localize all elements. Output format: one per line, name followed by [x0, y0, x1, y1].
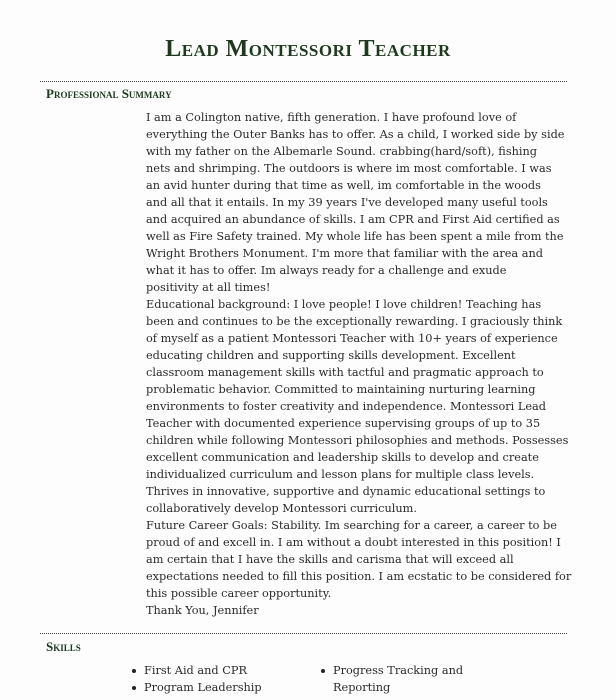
summary-line: and all that it entails. In my 39 years I've developed many useful tools: [146, 196, 548, 209]
skill-item: Progress Tracking and Reporting: [319, 662, 479, 696]
summary-line: Educational background: I love people! I love children! Teaching has: [146, 298, 542, 311]
summary-line: educating children and supporting skills development. Excellent: [146, 349, 516, 362]
summary-line: of myself as a patient Montessori Teacher with 10+ years of experience: [146, 332, 558, 345]
section-divider: [40, 81, 567, 82]
summary-line: proud of and excell in. I am without a doubt interested in this position! I: [146, 536, 561, 549]
summary-line: well as Fire Safety trained. My whole life has been spent a mile from the: [146, 230, 564, 243]
summary-line: been and continues to be the exceptionally rewarding. I graciously think: [146, 315, 563, 328]
skill-item: First Aid and CPR: [130, 662, 310, 679]
summary-line: environments to foster creativity and independence. Montessori Lead: [146, 400, 547, 413]
skill-item: Program Leadership: [130, 679, 310, 696]
summary-line: and acquired an abundance of skills. I am CPR and First Aid certified as: [146, 213, 560, 226]
professional-summary-text: [146, 109, 576, 619]
summary-line: am certain that I have the skills and carisma that will exceed all: [146, 553, 514, 566]
summary-line: with my father on the Albemarle Sound. crabbing(hard/soft), fishing: [146, 145, 538, 158]
summary-line: what it has to offer. Im always ready for a challenge and exude: [146, 264, 507, 277]
summary-line: classroom management skills with tactful and pragmatic approach to: [146, 366, 544, 379]
summary-line: this possible career opportunity.: [146, 587, 332, 600]
summary-line: everything the Outer Banks has to offer. As a child, I worked side by side: [146, 128, 565, 141]
summary-line: collaboratively develop Montessori curriculum.: [146, 502, 417, 515]
summary-line: nets and shrimping. The outdoors is where im most comfortable. I was: [146, 162, 552, 175]
summary-line: Thrives in innovative, supportive and dynamic educational settings to: [146, 485, 546, 498]
summary-line: Teacher with documented experience supervising groups of up to 35: [146, 417, 541, 430]
summary-line: Thank You, Jennifer: [146, 604, 259, 617]
summary-line: individualized curriculum and lesson plans for multiple class levels.: [146, 468, 535, 481]
summary-line: an avid hunter during that time as well, im comfortable in the woods: [146, 179, 541, 192]
summary-line: I am a Colington native, fifth generation. I have profound love of: [146, 111, 517, 124]
skills-column-2: [319, 662, 479, 696]
skills-column-1: [130, 662, 310, 696]
summary-line: positivity at all times!: [146, 281, 271, 294]
summary-line: excellent communication and leadership skills to develop and create: [146, 451, 539, 464]
summary-line: problematic behavior. Committed to maintaining nurturing learning: [146, 383, 536, 396]
section-heading-professional-summary: Professional Summary: [46, 86, 172, 101]
section-heading-skills: Skills: [46, 639, 81, 654]
summary-line: Future Career Goals: Stability. Im searching for a career, a career to be: [146, 519, 557, 532]
summary-line: expectations needed to fill this position. I am ecstatic to be considered for: [146, 570, 572, 583]
section-divider: [40, 633, 567, 634]
summary-line: Wright Brothers Monument. I'm more that familiar with the area and: [146, 247, 543, 260]
summary-line: children while following Montessori philosophies and methods. Possesses: [146, 434, 569, 447]
resume-title: Lead Montessori Teacher: [165, 36, 451, 62]
